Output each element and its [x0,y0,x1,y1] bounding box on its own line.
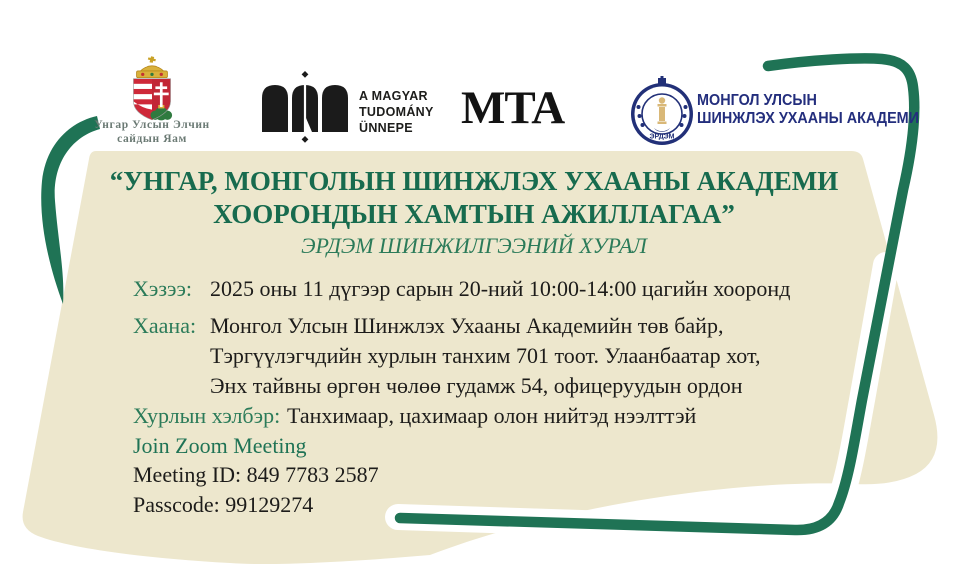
magyar-tudomany-caption [359,88,434,136]
where-line1: Монгол Улсын Шинжлэх Ухааны Академийн төв байр, [210,313,724,338]
embassy-caption-line1: Унгар Улсын Элчин [94,119,210,131]
magyar-caption-line1: A MAGYAR [359,89,428,103]
format-label: Хурлын хэлбэр: [133,403,281,428]
where-row [133,313,196,339]
shield [133,79,172,121]
where-label: Хаана: [133,313,197,338]
magyar-caption-line3: ÜNNEPE [359,121,413,135]
magyar-tudomany-arches-icon [260,68,350,146]
mas-name-line1: МОНГОЛ УЛСЫН [697,92,817,109]
where-line2: Тэргүүлэгчдийн хурлын танхим 701 тоот. Улаанбаатар хот, [210,343,761,368]
when-value: 2025 оны 11 дүгээр сарын 20-ний 10:00-14:00 цагийн хооронд [210,276,791,301]
holy-crown [137,56,168,77]
mta-wordmark: MTA [461,82,565,134]
meeting-id-text: Meeting ID: 849 7783 2587 [133,462,379,487]
when-row [133,276,192,302]
mas-name-line2: ШИНЖЛЭХ УХААНЫ АКАДЕМИ [697,109,920,127]
passcode-text: Passcode: 99129274 [133,492,314,517]
embassy-caption [62,119,242,146]
mongolian-academy-emblem-icon [629,76,695,148]
zoom-join-text: Join Zoom Meeting [133,433,307,458]
when-label: Хэзээ: [133,276,193,301]
where-line3: Энх тайвны өргөн чөлөө гудамж 54, офицеруудын ордон [210,373,743,398]
embassy-caption-line2: сайдын Яам [117,132,187,145]
event-title-line2: ХООРОНДЫН ХАМТЫН АЖИЛЛАГАА” [213,199,735,229]
event-title-line1: “УНГАР, МОНГОЛЫН ШИНЖЛЭХ УХААНЫ АКАДЕМИ [109,166,839,196]
event-title [0,165,948,231]
emblem-text: ЭРДЭМ [649,133,675,141]
mongolian-academy-name [697,92,919,127]
magyar-caption-line2: TUDOMÁNY [359,105,434,119]
hungary-coat-of-arms-icon [121,56,183,124]
format-row [133,403,280,429]
format-value: Танхимаар, цахимаар олон нийтэд нээлттэй [287,403,697,428]
event-subtitle: ЭРДЭМ ШИНЖИЛГЭЭНИЙ ХУРАЛ [301,233,647,258]
